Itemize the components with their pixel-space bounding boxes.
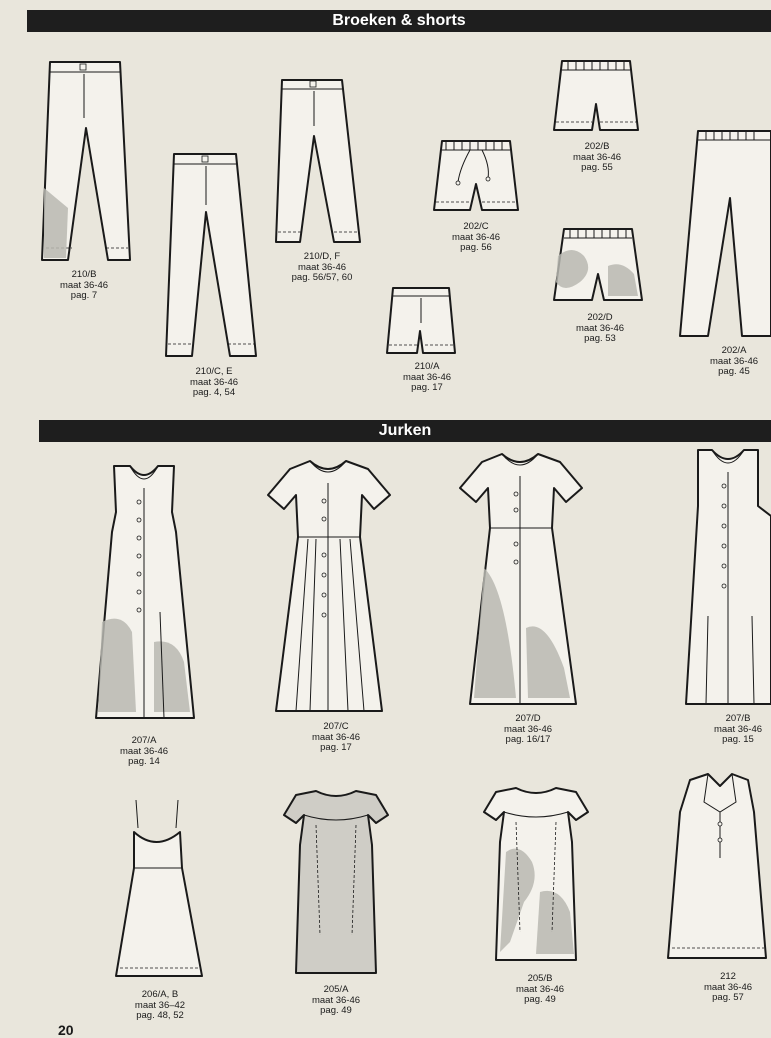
item-caption-212: 212 maat 36-46 pag. 57 bbox=[703, 971, 753, 1003]
section-header-dresses: Jurken bbox=[39, 420, 771, 442]
item-caption-202d: 202/D maat 36-46 pag. 53 bbox=[575, 312, 625, 344]
item-caption-210df: 210/D, F maat 36-46 pag. 56/57, 60 bbox=[291, 251, 353, 283]
item-caption-202a: 202/A maat 36-46 pag. 45 bbox=[709, 345, 759, 377]
dress-illustration-207d bbox=[456, 448, 586, 710]
section-header-pants-shorts: Broeken & shorts bbox=[27, 10, 771, 32]
item-caption-206ab: 206/A, B maat 36–42 pag. 48, 52 bbox=[134, 989, 186, 1021]
shorts-illustration-202d bbox=[550, 226, 646, 306]
pants-illustration-210df bbox=[272, 76, 364, 246]
item-caption-207c: 207/C maat 36-46 pag. 17 bbox=[311, 721, 361, 753]
item-caption-207a: 207/A maat 36-46 pag. 14 bbox=[119, 735, 169, 767]
dress-illustration-205b bbox=[480, 782, 592, 964]
item-caption-207d: 207/D maat 36-46 pag. 16/17 bbox=[503, 713, 553, 745]
item-caption-205b: 205/B maat 36-46 pag. 49 bbox=[515, 973, 565, 1005]
pants-illustration-210ce bbox=[162, 150, 262, 360]
item-caption-207b: 207/B maat 36-46 pag. 15 bbox=[713, 713, 763, 745]
dress-illustration-207a bbox=[92, 462, 198, 724]
pants-illustration-202a bbox=[678, 128, 771, 340]
item-caption-205a: 205/A maat 36-46 pag. 49 bbox=[311, 984, 361, 1016]
item-caption-202b: 202/B maat 36-46 pag. 55 bbox=[572, 141, 622, 173]
item-caption-210a: 210/A maat 36-46 pag. 17 bbox=[402, 361, 452, 393]
dress-illustration-205a bbox=[280, 785, 392, 977]
pants-illustration-210b bbox=[38, 58, 134, 264]
dress-illustration-207c bbox=[264, 455, 394, 717]
shorts-illustration-202b bbox=[550, 58, 642, 136]
item-caption-202c: 202/C maat 36-46 pag. 56 bbox=[451, 221, 501, 253]
item-caption-210b: 210/B maat 36-46 pag. 7 bbox=[59, 269, 109, 301]
item-caption-210ce: 210/C, E maat 36-46 pag. 4, 54 bbox=[189, 366, 239, 398]
shorts-illustration-210a bbox=[383, 285, 459, 357]
page-number: 20 bbox=[58, 1022, 74, 1038]
dress-illustration-207b bbox=[684, 446, 771, 708]
dress-illustration-206ab bbox=[112, 798, 204, 980]
shorts-illustration-202c bbox=[430, 138, 522, 216]
dress-illustration-212 bbox=[664, 772, 771, 962]
